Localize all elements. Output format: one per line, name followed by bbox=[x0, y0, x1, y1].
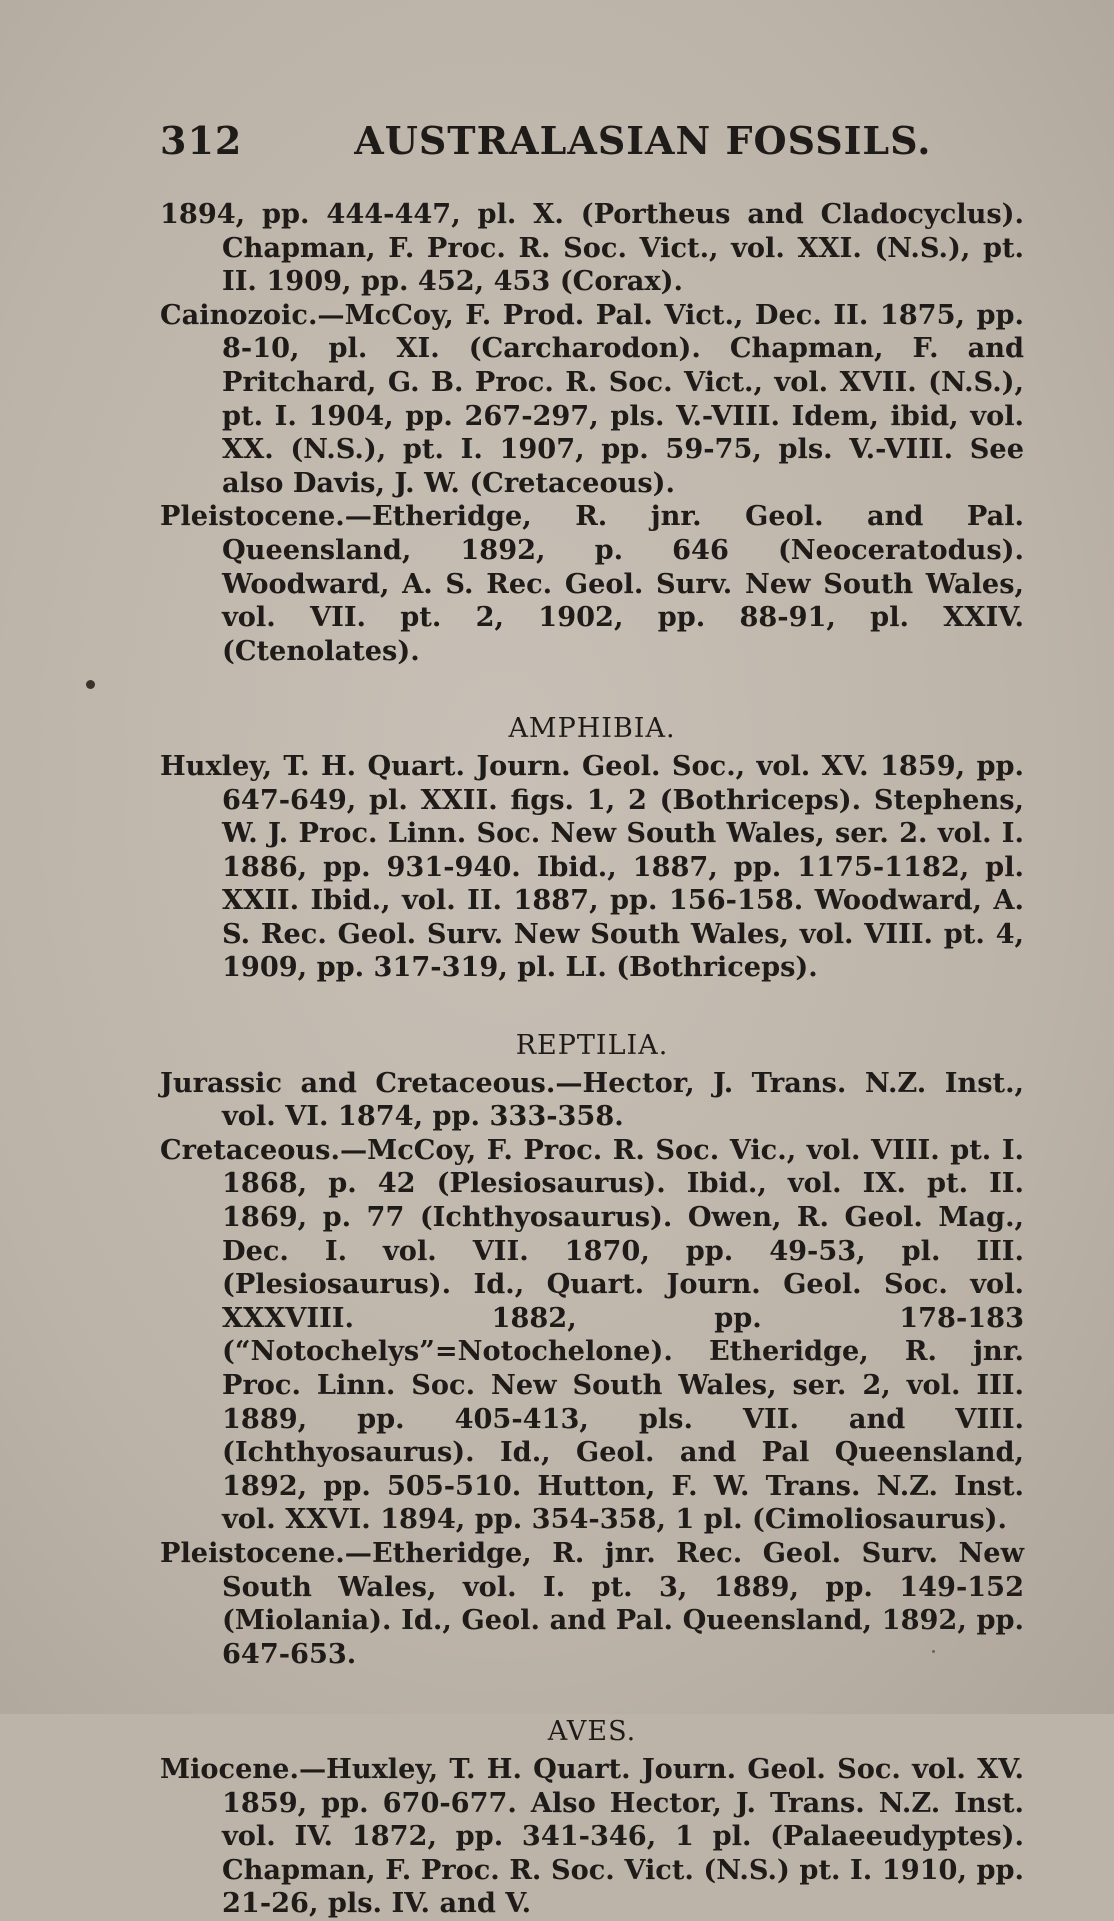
entry-cretaceous: Cretaceous.—McCoy, F. Proc. R. Soc. Vic., vol. VIII. pt. I. 1868, p. 42 (Plesiosaurus). Ibid., vol. IX. pt. II. 1869, p. 77 (Ichthyosaurus). Owen, R. Geol. Mag., Dec. I. vol. VII. 1870, pp. 49-53, pl. III. (Plesiosaurus). Id., Quart. Journ. Geol. Soc. vol. XXXVIII. 1882, pp. 178-183 (“Notochelys”=Notochelone). Etheridge, R. jnr. Proc. Linn. Soc. New South Wales, ser. 2, vol. III. 1889, pp. 405-413, pls. VII. and VIII. (Ichthyosaurus). Id., Geol. and Pal Queensland, 1892, pp. 505-510. Hutton, F. W. Trans. N.Z. Inst. vol. XXVI. 1894, pp. 354-358, 1 pl. (Cimoliosaurus). bbox=[160, 1133, 1024, 1536]
paper-speck bbox=[86, 680, 95, 689]
entry-pleistocene-fish: Pleistocene.—Etheridge, R. jnr. Geol. and Pal. Queensland, 1892, p. 646 (Neoceratodus). Woodward, A. S. Rec. Geol. Surv. New South Wales, vol. VII. pt. 2, 1902, pp. 88-91, pl. XXIV. (Ctenolates). bbox=[160, 500, 1024, 667]
entry-pleistocene-reptilia: Pleistocene.—Etheridge, R. jnr. Rec. Geol. Surv. New South Wales, vol. I. pt. 3, 1889, pp. 149-152 (Miolania). Id., Geol. and Pal. Queensland, 1892, pp. 647-653. bbox=[160, 1536, 1024, 1670]
entry-huxley-amphibia: Huxley, T. H. Quart. Journ. Geol. Soc., vol. XV. 1859, pp. 647-649, pl. XXII. figs. 1, 2 (Bothriceps). Stephens, W. J. Proc. Linn. Soc. New South Wales, ser. 2. vol. I. 1886, pp. 931-940. Ibid., 1887, pp. 1175-1182, pl. XXII. Ibid., vol. II. 1887, pp. 156-158. Woodward, A. S. Rec. Geol. Surv. New South Wales, vol. VIII. pt. 4, 1909, pp. 317-319, pl. LI. (Bothriceps). bbox=[160, 749, 1024, 984]
running-title: AUSTRALASIAN FOSSILS. bbox=[354, 118, 932, 163]
entry-fish-1894: 1894, pp. 444-447, pl. X. (Portheus and Cladocyclus). Chapman, F. Proc. R. Soc. Vict., vol. XXI. (N.S.), pt. II. 1909, pp. 452, 453 (Corax). bbox=[160, 198, 1024, 298]
paper-speck bbox=[932, 1650, 935, 1653]
section-heading-amphibia: AMPHIBIA. bbox=[508, 713, 676, 745]
entry-jurassic-cretaceous: Jurassic and Cretaceous.—Hector, J. Trans. N.Z. Inst., vol. VI. 1874, pp. 333-358. bbox=[160, 1066, 1024, 1133]
page-number: 312 bbox=[160, 118, 243, 163]
entry-miocene: Miocene.—Huxley, T. H. Quart. Journ. Geol. Soc. vol. XV. 1859, pp. 670-677. Also Hector, J. Trans. N.Z. Inst. vol. IV. 1872, pp. 341-346, 1 pl. (Palaeeudyptes). Chapman, F. Proc. R. Soc. Vict. (N.S.) pt. I. 1910, pp. 21-26, pls. IV. and V. bbox=[160, 1752, 1024, 1920]
section-heading-reptilia: REPTILIA. bbox=[515, 1030, 669, 1062]
entry-cainozoic: Cainozoic.—McCoy, F. Prod. Pal. Vict., Dec. II. 1875, pp. 8-10, pl. XI. (Carcharodon). Chapman, F. and Pritchard, G. B. Proc. R. Soc. Vict., vol. XVII. (N.S.), pt. I. 1904, pp. 267-297, pls. V.-VIII. Idem, ibid, vol. XX. (N.S.), pt. I. 1907, pp. 59-75, pls. V.-VIII. See also Davis, J. W. (Cretaceous). bbox=[160, 298, 1024, 499]
page-header bbox=[160, 118, 960, 163]
page-body bbox=[160, 198, 1024, 1921]
section-heading-aves: AVES. bbox=[547, 1716, 637, 1748]
